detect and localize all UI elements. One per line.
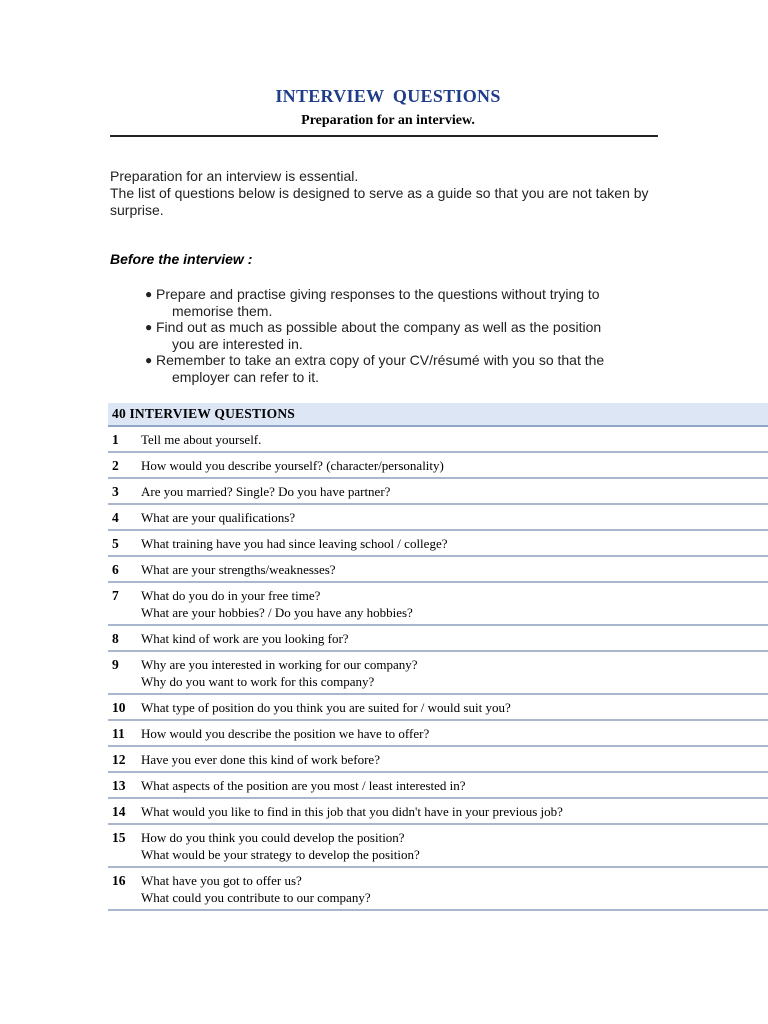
- title-divider: [110, 135, 658, 137]
- questions-table-body: [108, 427, 768, 911]
- question-text: [141, 561, 768, 581]
- question-line: What have you got to offer us?: [141, 873, 302, 888]
- bullet-text: Remember to take an extra copy of your CV/résumé with you so that the: [156, 352, 605, 368]
- question-line: Why are you interested in working for our company?: [141, 657, 418, 672]
- page-subtitle: Preparation for an interview.: [301, 113, 475, 128]
- intro-paragraph: [110, 168, 670, 219]
- question-number: 9: [112, 657, 119, 672]
- table-row: [108, 479, 768, 505]
- table-row: [108, 652, 768, 695]
- question-line: Tell me about yourself.: [141, 432, 262, 447]
- question-number: 3: [112, 484, 119, 499]
- bullet-icon: ●: [145, 287, 153, 301]
- question-line: How would you describe yourself? (character/personality): [141, 458, 444, 473]
- question-text: [141, 457, 768, 477]
- question-line: What aspects of the position are you most / least interested in?: [141, 778, 466, 793]
- question-text: [141, 509, 768, 529]
- table-row: [108, 427, 768, 453]
- question-text: [141, 630, 768, 650]
- question-line: What are your qualifications?: [141, 510, 296, 525]
- table-row: [108, 505, 768, 531]
- question-line: What are your hobbies? / Do you have any hobbies?: [141, 605, 413, 620]
- question-text: [141, 587, 768, 624]
- questions-table: [108, 403, 768, 911]
- question-number: 1: [112, 432, 119, 447]
- question-number: 8: [112, 631, 119, 646]
- bullet-text-cont: you are interested in.: [172, 335, 303, 352]
- question-number: 12: [112, 752, 126, 767]
- intro-line-2: The list of questions below is designed to serve as a guide so that you are not taken by surprise.: [110, 185, 649, 218]
- table-row: [108, 453, 768, 479]
- table-row: [108, 721, 768, 747]
- question-text: [141, 535, 768, 555]
- question-number: 11: [112, 726, 125, 741]
- question-number: 13: [112, 778, 126, 793]
- table-row: [108, 825, 768, 868]
- table-row: [108, 799, 768, 825]
- question-line: Why do you want to work for this company?: [141, 674, 375, 689]
- question-number: 7: [112, 588, 119, 603]
- table-row: [108, 557, 768, 583]
- question-text: [141, 803, 768, 823]
- bullet-text-cont: employer can refer to it.: [172, 368, 320, 385]
- question-line: What type of position do you think you are suited for / would suit you?: [141, 700, 511, 715]
- bullet-text: Prepare and practise giving responses to the questions without trying to: [156, 286, 600, 302]
- question-line: Are you married? Single? Do you have partner?: [141, 484, 391, 499]
- question-text: [141, 699, 768, 719]
- question-line: What would be your strategy to develop the position?: [141, 847, 420, 862]
- table-row: [108, 747, 768, 773]
- question-text: [141, 431, 768, 451]
- question-number: 14: [112, 804, 126, 819]
- table-row: [108, 626, 768, 652]
- table-row: [108, 868, 768, 911]
- question-line: What would you like to find in this job that you didn't have in your previous job?: [141, 804, 563, 819]
- list-item: [145, 319, 685, 352]
- question-number: 5: [112, 536, 119, 551]
- page-title: INTERVIEW QUESTIONS: [275, 86, 501, 106]
- list-item: [145, 352, 685, 385]
- question-number: 2: [112, 458, 119, 473]
- question-line: What do you do in your free time?: [141, 588, 321, 603]
- bullet-icon: ●: [145, 320, 153, 334]
- intro-line-1: Preparation for an interview is essential.: [110, 168, 359, 184]
- bullet-text-cont: memorise them.: [172, 302, 273, 319]
- bullet-icon: ●: [145, 353, 153, 367]
- question-line: Have you ever done this kind of work before?: [141, 752, 380, 767]
- question-text: [141, 656, 768, 693]
- question-line: What training have you had since leaving school / college?: [141, 536, 448, 551]
- questions-table-header: 40 INTERVIEW QUESTIONS: [108, 403, 768, 427]
- question-text: [141, 829, 768, 866]
- question-number: 10: [112, 700, 126, 715]
- question-number: 16: [112, 873, 126, 888]
- question-text: [141, 725, 768, 745]
- question-text: [141, 872, 768, 909]
- question-line: What kind of work are you looking for?: [141, 631, 349, 646]
- table-row: [108, 531, 768, 557]
- table-row: [108, 695, 768, 721]
- question-number: 15: [112, 830, 126, 845]
- table-row: [108, 773, 768, 799]
- question-line: What could you contribute to our company?: [141, 890, 371, 905]
- question-number: 6: [112, 562, 119, 577]
- preparation-list: [145, 286, 685, 385]
- question-text: [141, 483, 768, 503]
- table-row: [108, 583, 768, 626]
- question-text: [141, 777, 768, 797]
- question-line: How do you think you could develop the position?: [141, 830, 405, 845]
- question-number: 4: [112, 510, 119, 525]
- question-line: How would you describe the position we have to offer?: [141, 726, 430, 741]
- before-interview-heading: Before the interview :: [110, 251, 253, 267]
- list-item: [145, 286, 685, 319]
- question-text: [141, 751, 768, 771]
- question-line: What are your strengths/weaknesses?: [141, 562, 336, 577]
- bullet-text: Find out as much as possible about the company as well as the position: [156, 319, 602, 335]
